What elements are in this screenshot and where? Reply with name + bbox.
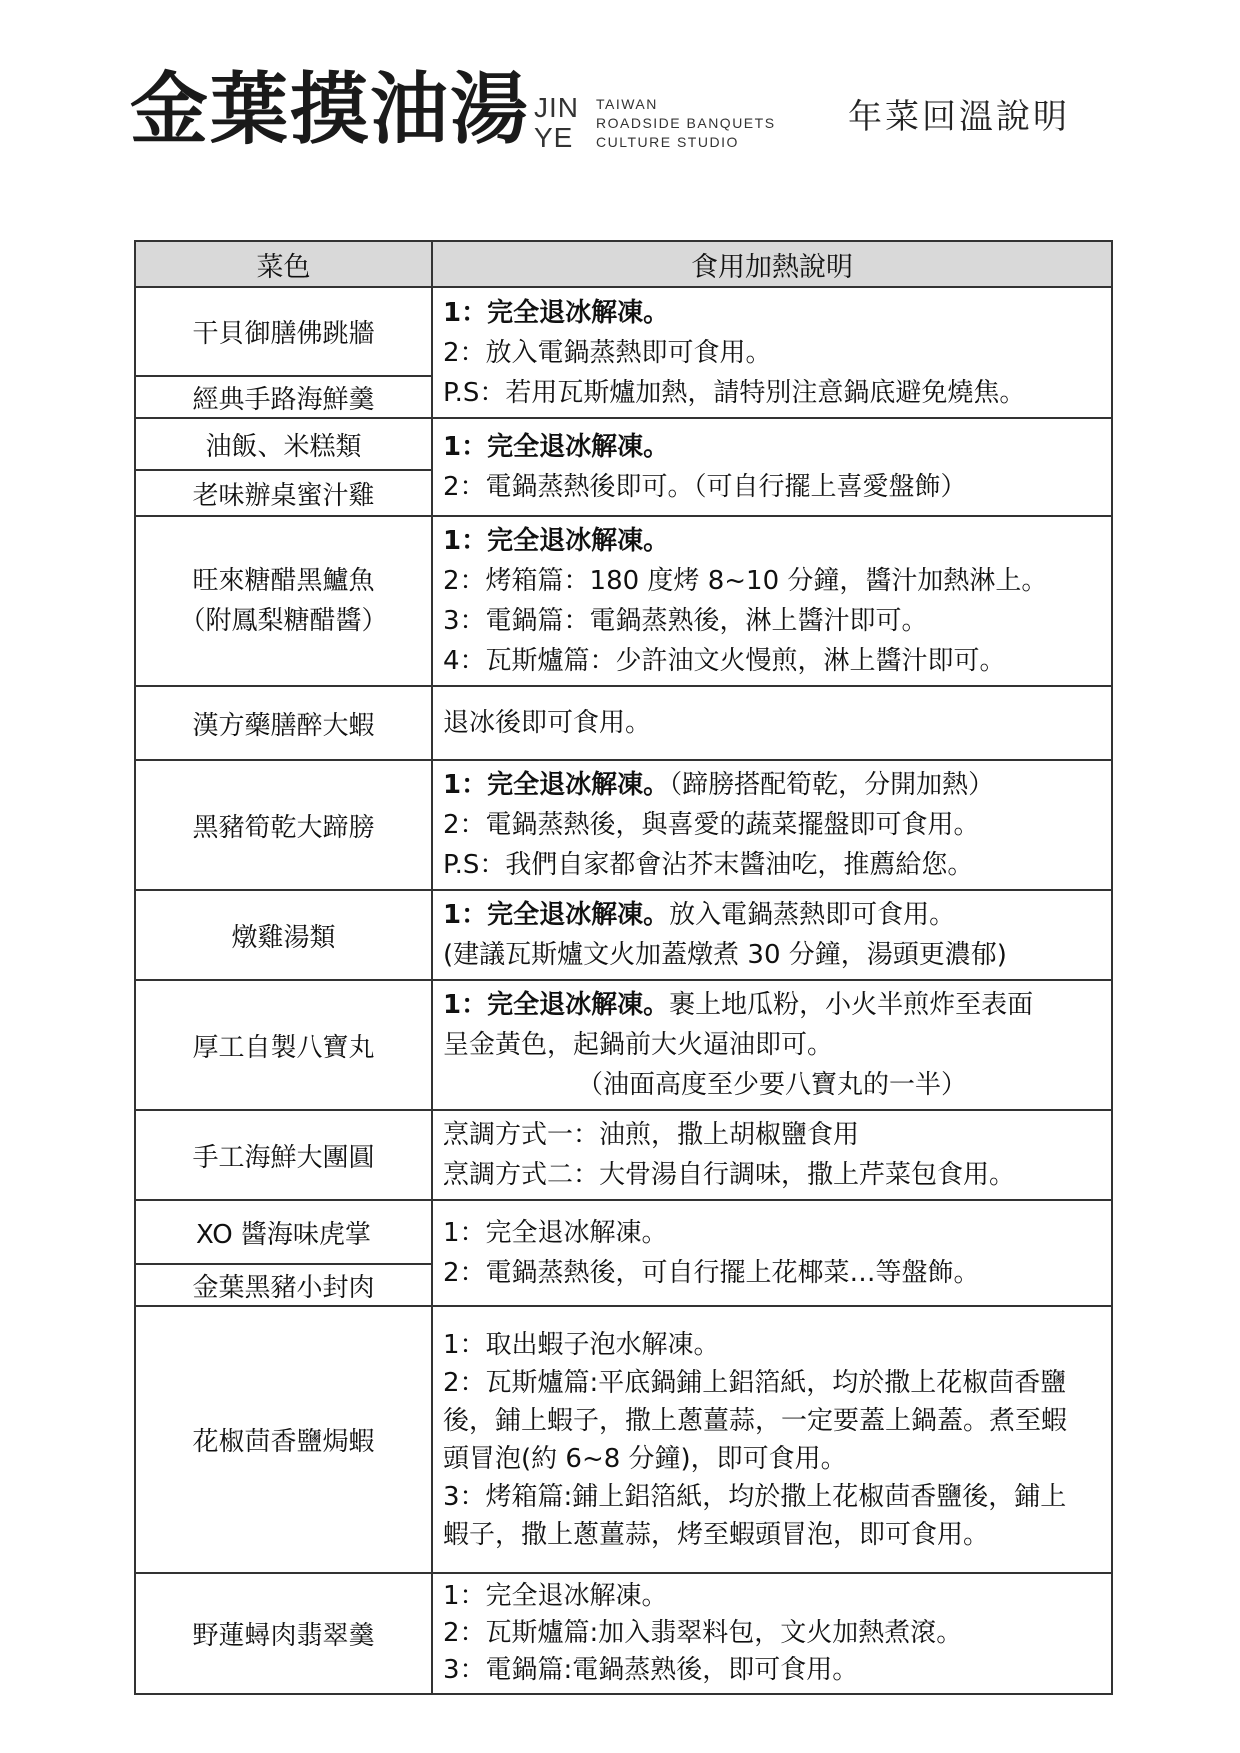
column-header-dish: 菜色 [135,241,432,287]
table-row [135,686,1112,760]
instruction-cell: 1：完全退冰解凍。 2：放入電鍋蒸熱即可食用。 P.S：若用瓦斯爐加熱，請特別注意鍋底避免燒焦。 [432,287,1112,418]
dish-name: 燉雞湯類 [135,890,432,980]
table-row [135,1200,1112,1264]
brand-logo-jinye: JIN YE [534,92,579,153]
table-row [135,980,1112,1110]
dish-name: 金葉黑豬小封肉 [135,1264,432,1306]
dish-name: 老味辦桌蜜汁雞 [135,470,432,516]
dish-name: 經典手路海鮮羹 [135,376,432,418]
dish-name: 花椒茴香鹽焗蝦 [135,1306,432,1573]
instruction-cell: 烹調方式一：油煎，撒上胡椒鹽食用 烹調方式二：大骨湯自行調味，撒上芹菜包食用。 [432,1110,1112,1200]
table-row [135,418,1112,470]
table-row [135,1306,1112,1573]
table-header-row [135,241,1112,287]
instruction-cell: 1：完全退冰解凍。 2：瓦斯爐篇:加入翡翠料包，文火加熱煮滾。 3：電鍋篇:電鍋蒸熟後，即可食用。 [432,1573,1112,1694]
table-row [135,516,1112,686]
instruction-cell: 1：取出蝦子泡水解凍。 2：瓦斯爐篇:平底鍋鋪上鋁箔紙，均於撒上花椒茴香鹽後，鋪上蝦子，撒上蔥薑蒜，一定要蓋上鍋蓋。煮至蝦頭冒泡(約 6~8 分鐘)，即可食用。 3：烤箱篇:鋪上鋁箔紙，均於撒上花椒茴香鹽後，鋪上蝦子，撒上蔥薑蒜，烤至蝦頭冒泡，即可食用。 [432,1306,1112,1573]
instruction-cell: 退冰後即可食用。 [432,686,1112,760]
brand-tagline: TAIWAN ROADSIDE BANQUETS CULTURE STUDIO [596,96,776,150]
instruction-cell: 1：完全退冰解凍。裹上地瓜粉，小火半煎炸至表面 呈金黃色，起鍋前大火逼油即可。 （油面高度至少要八寶丸的一半） [432,980,1112,1110]
instruction-cell: 1：完全退冰解凍。 2：電鍋蒸熱後，可自行擺上花椰菜…等盤飾。 [432,1200,1112,1306]
reheating-table [134,240,1113,1695]
table-row [135,287,1112,376]
column-header-instructions: 食用加熱說明 [432,241,1112,287]
dish-name: 漢方藥膳醉大蝦 [135,686,432,760]
dish-name: 油飯、米糕類 [135,418,432,470]
instruction-cell: 1：完全退冰解凍。 2：烤箱篇：180 度烤 8~10 分鐘，醬汁加熱淋上。 3：電鍋篇：電鍋蒸熟後，淋上醬汁即可。 4：瓦斯爐篇：少許油文火慢煎，淋上醬汁即可。 [432,516,1112,686]
dish-name: 厚工自製八寶丸 [135,980,432,1110]
dish-name: 干貝御膳佛跳牆 [135,287,432,376]
table-row [135,760,1112,890]
dish-name: 野蓮蟳肉翡翠羹 [135,1573,432,1694]
table-row [135,1573,1112,1694]
instruction-cell: 1：完全退冰解凍。（蹄膀搭配筍乾，分開加熱） 2：電鍋蒸熱後，與喜愛的蔬菜擺盤即可食用。 P.S：我們自家都會沾芥末醬油吃，推薦給您。 [432,760,1112,890]
instruction-cell: 1：完全退冰解凍。 2：電鍋蒸熱後即可。（可自行擺上喜愛盤飾） [432,418,1112,516]
brand-logo-chinese: 金葉摸油湯 [130,64,531,155]
table-row [135,1110,1112,1200]
dish-name: 黑豬筍乾大蹄膀 [135,760,432,890]
table-row [135,890,1112,980]
document-title: 年菜回溫說明 [848,97,1070,137]
dish-name: 手工海鮮大團圓 [135,1110,432,1200]
header [130,55,1110,175]
dish-name: XO 醬海味虎掌 [135,1200,432,1264]
instruction-cell: 1：完全退冰解凍。放入電鍋蒸熱即可食用。 (建議瓦斯爐文火加蓋燉煮 30 分鐘，湯頭更濃郁) [432,890,1112,980]
dish-name: 旺來糖醋黑鱸魚 （附鳳梨糖醋醬） [135,516,432,686]
